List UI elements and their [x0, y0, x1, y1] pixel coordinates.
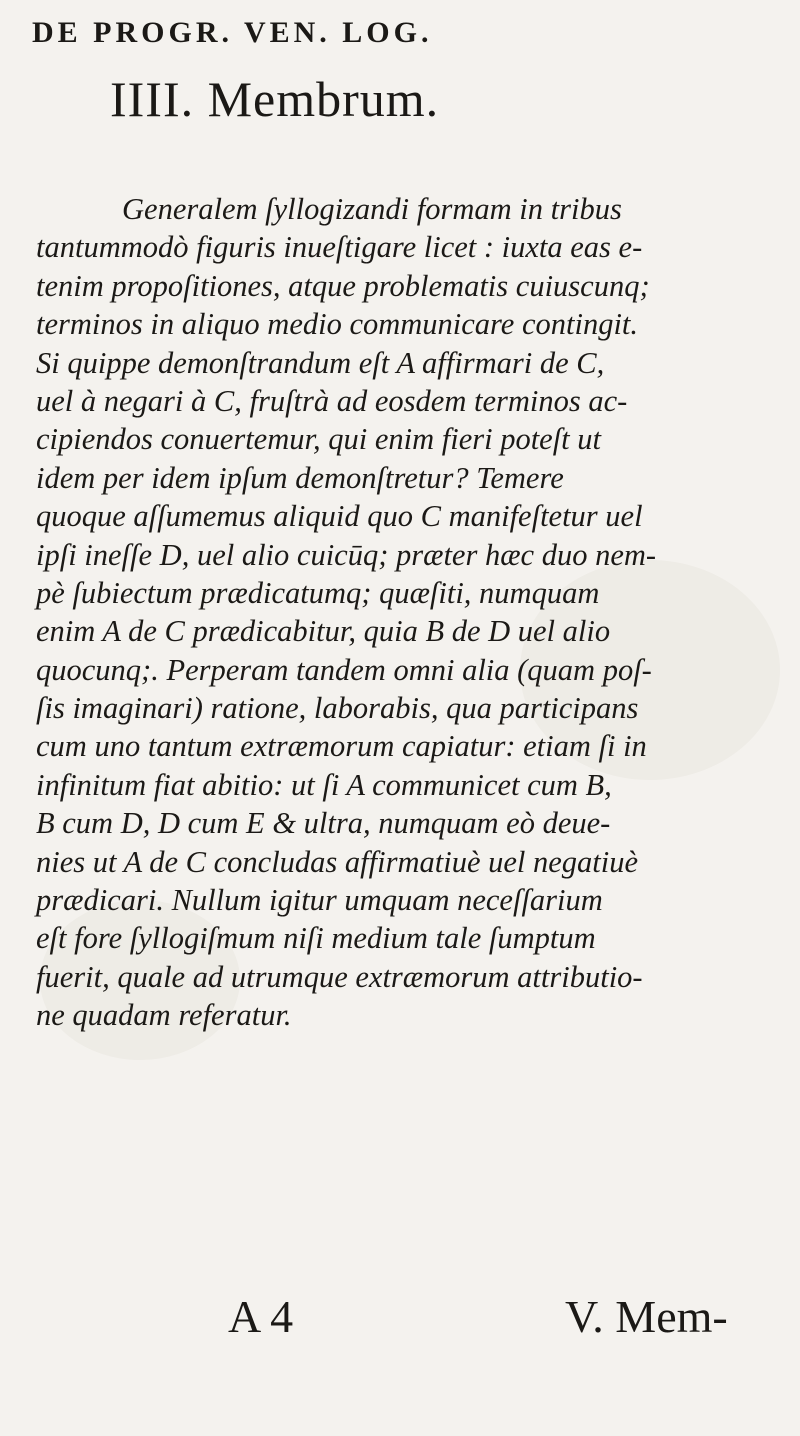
text-line: terminos in aliquo medio communicare contingit. [36, 307, 639, 342]
text-line: enim A de C prædicabitur, quia B de D uel alio [36, 614, 611, 649]
text-line: Generalem ſyllogizandi formam in tribus [122, 192, 622, 226]
running-head: DE PROGR. VEN. LOG. [32, 16, 433, 49]
text-line: quocunq;. Perperam tandem omni alia (quam poſ- [36, 652, 652, 687]
catchword: V. Mem- [565, 1291, 728, 1342]
text-line: fuerit, quale ad utrumque extræmorum attributio- [36, 959, 643, 994]
text-line: pè ſubiectum prædicatumq; quæſiti, numquam [36, 575, 600, 610]
text-line: ne quadam referatur. [36, 998, 292, 1033]
text-line: Si quippe demonſtrandum eſt A affirmari de C, [36, 345, 605, 380]
text-line: nies ut A de C concludas affirmatiuè uel negatiuè [36, 844, 639, 879]
section-heading: IIII. Membrum. [110, 71, 440, 127]
text-line: uel à negari à C, fruſtrà ad eosdem terminos ac- [36, 383, 628, 418]
text-line: tenim propoſitiones, atque problematis cuiuscunq; [36, 268, 650, 303]
text-line: cum uno tantum extræmorum capiatur: etiam ſi in [36, 729, 647, 764]
text-line: tantummodò figuris inueſtigare licet : iuxta eas e- [36, 230, 643, 265]
text-line: B cum D, D cum E & ultra, numquam eò deue- [36, 806, 611, 841]
text-line: eſt fore ſyllogiſmum niſi medium tale ſumptum [36, 921, 596, 956]
text-line: quoque aſſumemus aliquid quo C manifeſtetur uel [36, 499, 643, 534]
body-text [36, 190, 796, 1035]
text-line: ipſi ineſſe D, uel alio cuicūq; præter hæc duo nem- [36, 537, 657, 572]
signature-mark: A 4 [228, 1291, 294, 1342]
text-line: ſis imaginari) ratione, laborabis, qua participans [36, 691, 639, 726]
text-line: cipiendos conuertemur, qui enim fieri poteſt ut [36, 422, 602, 457]
text-line: infinitum fiat abitio: ut ſi A communicet cum B, [36, 767, 612, 802]
text-line: idem per idem ipſum demonſtretur? Temere [36, 460, 564, 495]
text-line: prædicari. Nullum igitur umquam neceſſarium [36, 883, 603, 918]
